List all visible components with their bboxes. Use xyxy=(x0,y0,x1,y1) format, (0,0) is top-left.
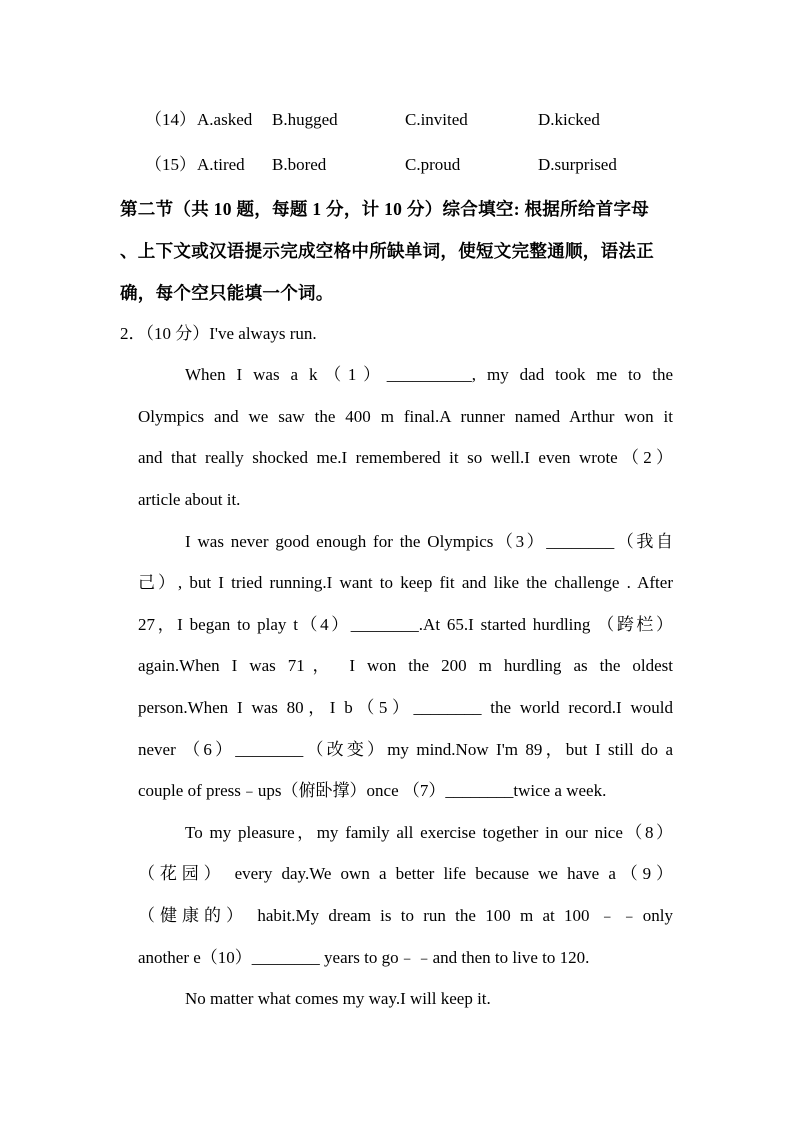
passage-line: never （6）________（改变）my mind.Now I'm 89，but I still do a xyxy=(138,740,673,759)
passage-line: article about it. xyxy=(138,490,241,509)
passage-line: When I was a k（1）__________, my dad took me to the xyxy=(185,365,673,384)
passage-line: （健康的） habit.My dream is to run the 100 m at 100 ﹣﹣only xyxy=(138,906,673,925)
passage-line: No matter what comes my way.I will keep it. xyxy=(185,989,491,1008)
option-b: B.bored xyxy=(272,155,327,174)
passage-line: （花园） every day.We own a better life because we have a（9） xyxy=(138,864,673,883)
passage-line: person.When I was 80，I b（5）________ the world record.I would xyxy=(138,698,673,717)
section-line: 、上下文或汉语提示完成空格中所缺单词，使短文完整通顺，语法正 xyxy=(120,241,654,261)
passage-line: Olympics and we saw the 400 m final.A runner named Arthur won it xyxy=(138,407,673,426)
passage-line: and that really shocked me.I remembered it so well.I even wrote（2） xyxy=(138,448,673,467)
option-d: D.kicked xyxy=(538,110,600,129)
passage-line: couple of press﹣ups（俯卧撑）once （7）________twice a week. xyxy=(138,781,607,800)
option-number: （14） xyxy=(145,110,196,129)
passage-line: another e（10）________ years to go﹣﹣and then to live to 120. xyxy=(138,948,590,967)
passage-line: I was never good enough for the Olympics（3）________（我自 xyxy=(185,532,673,551)
section-line: 确，每个空只能填一个词。 xyxy=(120,283,334,303)
passage-line: 己）, but I tried running.I want to keep fit and like the challenge . After xyxy=(138,573,673,592)
option-number: （15） xyxy=(145,155,196,174)
option-c: C.invited xyxy=(405,110,468,129)
section-line: 第二节（共 10 题，每题 1 分，计 10 分）综合填空: 根据所给首字母 xyxy=(120,199,650,219)
passage-line: again.When I was 71， I won the 200 m hurdling as the oldest xyxy=(138,656,673,675)
question-header: 2．（10 分）I've always run. xyxy=(120,324,317,343)
option-a: A.tired xyxy=(197,155,245,174)
section-instructions xyxy=(120,188,680,314)
passage-line: 27，I began to play t（4）________.At 65.I started hurdling （跨栏） xyxy=(138,615,673,634)
option-b: B.hugged xyxy=(272,110,338,129)
option-d: D.surprised xyxy=(538,155,617,174)
option-a: A.asked xyxy=(197,110,253,129)
passage-line: To my pleasure，my family all exercise together in our nice（8） xyxy=(185,823,673,842)
option-c: C.proud xyxy=(405,155,461,174)
